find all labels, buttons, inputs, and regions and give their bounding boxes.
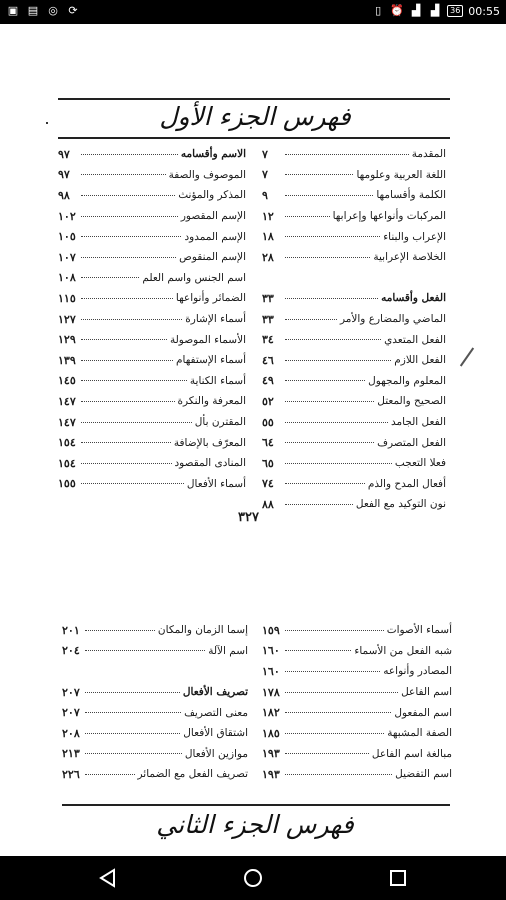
- toc-entry-title: الخلاصة الإعرابية: [373, 251, 446, 264]
- toc-leader-dots: [285, 712, 391, 713]
- toc-leader-dots: [285, 774, 392, 775]
- toc-entry-title: اسم الفاعل: [401, 686, 452, 699]
- toc-entry-title: أسماء الإشارة: [185, 313, 246, 326]
- toc-leader-dots: [81, 277, 139, 278]
- toc-entry-title: الضمائر وأنواعها: [175, 292, 246, 305]
- toc-entry-title: المعلوم والمجهول: [368, 374, 446, 387]
- toc-entry-title: الاسم وأقسامه: [180, 148, 246, 161]
- page-number: ٣٢٧: [238, 510, 259, 525]
- toc-entry-title: الفعل المتعدي: [384, 333, 446, 346]
- toc-entry-title: الصفة المشبهة: [387, 727, 452, 740]
- toc-entry-page: ٤٦: [262, 353, 274, 367]
- toc-entry[interactable]: [262, 371, 446, 392]
- back-icon: [101, 870, 114, 886]
- document-page[interactable]: [0, 24, 506, 856]
- toc-leader-dots: [81, 483, 184, 484]
- toc-leader-dots: [81, 380, 187, 381]
- home-button[interactable]: [239, 864, 267, 892]
- toc-entry[interactable]: [58, 329, 246, 350]
- toc-entry-title: اللغة العربية وعلومها: [356, 168, 446, 181]
- toc-entry-page: ٦٥: [262, 456, 274, 470]
- toc-leader-dots: [81, 236, 181, 237]
- toc-entry-page: ١٤٧: [58, 394, 76, 408]
- toc-lower-right: [262, 620, 452, 785]
- home-icon: [245, 870, 261, 886]
- toc-entry-title: اسم المفعول: [394, 706, 452, 719]
- status-bar: [0, 0, 506, 24]
- toc-entry-page: ١٠٨: [58, 271, 76, 285]
- toc-entry-page: ٧٤: [262, 477, 274, 491]
- toc-entry-title: الفعل الجامد: [390, 416, 446, 429]
- toc-entry[interactable]: [62, 723, 248, 744]
- toc-leader-dots: [285, 380, 365, 381]
- toc-entry[interactable]: [262, 412, 446, 433]
- toc-entry-page: ١٢٩: [58, 333, 76, 347]
- toc-leader-dots: [81, 216, 178, 217]
- toc-entry-title: المقترن بأل: [194, 416, 246, 429]
- toc-entry-title: المذكر والمؤنث: [178, 189, 246, 202]
- toc-entry-title: الإعراب والبناء: [383, 230, 446, 243]
- toc-entry-page: ٣٣: [262, 312, 274, 326]
- toc-entry-page: ١٣٩: [58, 353, 76, 367]
- toc-leader-dots: [85, 733, 180, 734]
- toc-entry-page: ٦٤: [262, 436, 274, 450]
- toc-leader-dots: [81, 174, 166, 175]
- toc-entry-page: ١٨٢: [262, 706, 280, 720]
- toc-spacer: [62, 661, 248, 682]
- toc-entry-title: معنى التصريف: [184, 706, 248, 719]
- toc-entry-title: أفعال المدح والذم: [367, 477, 446, 490]
- toc-entry[interactable]: [262, 432, 446, 453]
- toc-entry-page: ١٤٥: [58, 374, 76, 388]
- toc-entry-title: الإسم الممدود: [184, 230, 246, 243]
- toc-leader-dots: [85, 712, 181, 713]
- toc-entry-title: نون التوكيد مع الفعل: [355, 498, 446, 511]
- toc-entry[interactable]: [58, 206, 246, 227]
- toc-entry[interactable]: [262, 309, 446, 330]
- toc-entry-page: ١٨: [262, 230, 274, 244]
- navigation-bar: [0, 856, 506, 900]
- toc-entry-page: ١٦٠: [262, 644, 280, 658]
- toc-entry[interactable]: [58, 350, 246, 371]
- toc-entry-page: ١٨٥: [262, 726, 280, 740]
- toc-entry[interactable]: [58, 391, 246, 412]
- toc-entry-page: ٢٠١: [62, 623, 80, 637]
- toc-leader-dots: [285, 360, 391, 361]
- toc-entry-title: الكلمة وأقسامها: [376, 189, 446, 202]
- toc-entry-page: ١٥٥: [58, 477, 76, 491]
- toc-entry-title: الإسم المنقوص: [179, 251, 246, 264]
- toc-entry-title: أسماء الإستفهام: [176, 354, 246, 367]
- signal-icon: ▟: [411, 4, 421, 17]
- toc-entry[interactable]: [58, 247, 246, 268]
- heading-underline: [58, 137, 450, 139]
- toc-entry-page: ١٩٣: [262, 767, 280, 781]
- toc-leader-dots: [81, 463, 172, 464]
- toc-leader-dots: [285, 692, 398, 693]
- toc-entry-title: الإسم المقصور: [180, 210, 246, 223]
- toc-entry[interactable]: [262, 641, 452, 662]
- toc-entry-title: مبالغة اسم الفاعل: [371, 747, 452, 760]
- toc-entry[interactable]: [58, 371, 246, 392]
- toc-entry[interactable]: [58, 309, 246, 330]
- toc-entry[interactable]: [262, 185, 446, 206]
- toc-entry[interactable]: [262, 350, 446, 371]
- toc-entry-title: المعرفة والنكرة: [177, 395, 246, 408]
- toc-entry[interactable]: [58, 268, 246, 289]
- toc-entry-page: ١٦٠: [262, 664, 280, 678]
- toc-leader-dots: [81, 154, 178, 155]
- toc-entry[interactable]: [58, 412, 246, 433]
- toc-entry[interactable]: [62, 682, 248, 703]
- toc-entry[interactable]: [262, 226, 446, 247]
- recents-button[interactable]: [384, 864, 412, 892]
- toc-entry-title: الأسماء الموصولة: [169, 333, 246, 346]
- toc-entry-title: تصريف الفعل مع الضمائر: [137, 768, 248, 781]
- toc-leader-dots: [285, 319, 337, 320]
- toc-leader-dots: [85, 650, 205, 651]
- toc-entry-page: ١٩٣: [262, 747, 280, 761]
- toc-entry-page: ٢١٣: [62, 747, 80, 761]
- toc-entry-title: الفعل المتصرف: [377, 436, 446, 449]
- toc-entry[interactable]: [262, 288, 446, 309]
- toc-entry-page: ٧: [262, 168, 268, 182]
- toc-entry[interactable]: [58, 144, 246, 165]
- toc-entry-title: شبه الفعل من الأسماء: [354, 644, 452, 657]
- toc-entry-page: ٢٨: [262, 250, 274, 264]
- toc-leader-dots: [85, 692, 180, 693]
- toc-entry-page: ١١٥: [58, 291, 76, 305]
- alarm-icon: ⏰: [390, 4, 404, 17]
- toc-entry[interactable]: [62, 620, 248, 641]
- toc-entry-title: الموصوف والصفة: [168, 168, 246, 181]
- toc-entry-page: ٧: [262, 147, 268, 161]
- battery-icon: [447, 5, 463, 17]
- top-heading: فهرس الجزء الأول: [159, 102, 351, 131]
- toc-entry-page: ٢٠٧: [62, 706, 80, 720]
- toc-entry-page: ٥٢: [262, 394, 274, 408]
- toc-entry[interactable]: [62, 702, 248, 723]
- toc-entry-page: ٩٨: [58, 188, 70, 202]
- photo-icon: ▤: [27, 4, 39, 17]
- toc-entry-page: ١٢٧: [58, 312, 76, 326]
- toc-entry[interactable]: [58, 432, 246, 453]
- toc-entry-page: ١٠٢: [58, 209, 76, 223]
- toc-entry[interactable]: [262, 144, 446, 165]
- toc-entry[interactable]: [58, 165, 246, 186]
- toc-entry[interactable]: [62, 744, 248, 765]
- toc-entry-page: ١٢: [262, 209, 274, 223]
- toc-entry-title: أسماء الكناية: [189, 374, 246, 387]
- toc-entry[interactable]: [262, 620, 452, 641]
- margin-swash: [460, 347, 474, 366]
- toc-leader-dots: [85, 774, 135, 775]
- toc-entry[interactable]: [262, 764, 452, 785]
- toc-leader-dots: [285, 174, 353, 175]
- toc-leader-dots: [285, 650, 351, 651]
- signal-icon: ▟: [430, 4, 440, 17]
- toc-lower-left: [62, 620, 248, 785]
- toc-leader-dots: [285, 154, 409, 155]
- toc-entry-title: اشتقاق الأفعال: [183, 727, 248, 740]
- sync-icon: ⟳: [68, 4, 78, 17]
- toc-entry-page: ٤٩: [262, 374, 274, 388]
- toc-leader-dots: [81, 339, 167, 340]
- toc-entry[interactable]: [62, 764, 248, 785]
- toc-entry-title: أسماء الأصوات: [386, 624, 452, 637]
- hotspot-icon: ◎: [48, 4, 58, 17]
- toc-leader-dots: [81, 298, 173, 299]
- toc-entry-page: ٢٠٧: [62, 685, 80, 699]
- toc-entry[interactable]: [262, 247, 446, 268]
- toc-entry-page: ٢٢٦: [62, 767, 80, 781]
- toc-leader-dots: [81, 257, 176, 258]
- toc-entry-page: ٥٥: [262, 415, 274, 429]
- toc-entry-page: ٣٣: [262, 291, 274, 305]
- clock: 00:55: [468, 4, 500, 18]
- toc-leader-dots: [81, 360, 173, 361]
- toc-leader-dots: [85, 753, 182, 754]
- toc-leader-dots: [285, 339, 381, 340]
- toc-entry-title: موازين الأفعال: [184, 747, 248, 760]
- toc-entry[interactable]: [262, 702, 452, 723]
- toc-entry-title: الصحيح والمعتل: [377, 395, 446, 408]
- toc-entry-page: ١٥٤: [58, 456, 76, 470]
- toc-entry[interactable]: [262, 206, 446, 227]
- toc-leader-dots: [285, 504, 353, 505]
- toc-entry-page: ١٥٩: [262, 623, 280, 637]
- toc-entry[interactable]: [58, 226, 246, 247]
- toc-entry-title: فعلا التعجب: [394, 457, 446, 470]
- gallery-icon: ▣: [7, 4, 19, 17]
- toc-entry[interactable]: [58, 453, 246, 474]
- toc-entry-title: اسم الآلة: [208, 644, 248, 657]
- toc-leader-dots: [285, 216, 330, 217]
- top-rule: [58, 98, 450, 100]
- toc-entry[interactable]: [58, 474, 246, 495]
- toc-spacer: [262, 268, 446, 289]
- toc-entry-title: اسم التفضيل: [395, 768, 452, 781]
- toc-leader-dots: [81, 422, 192, 423]
- toc-entry-page: ٢٠٤: [62, 644, 80, 658]
- toc-entry-title: اسم الجنس واسم العلم: [142, 271, 246, 284]
- margin-mark: [46, 122, 48, 124]
- back-button[interactable]: [94, 864, 122, 892]
- toc-leader-dots: [285, 630, 384, 631]
- toc-entry-page: ٣٤: [262, 333, 274, 347]
- vibrate-icon: ▯: [375, 4, 382, 17]
- toc-leader-dots: [285, 422, 388, 423]
- toc-upper-right: [262, 144, 446, 515]
- toc-entry-title: تصريف الأفعال: [182, 686, 248, 699]
- toc-leader-dots: [81, 319, 182, 320]
- toc-entry-title: المصادر وأنواعه: [383, 665, 452, 678]
- toc-entry[interactable]: [262, 661, 452, 682]
- toc-entry-title: المنادى المقصود: [174, 457, 246, 470]
- toc-entry-title: المقدمة: [411, 148, 446, 161]
- toc-leader-dots: [285, 298, 378, 299]
- toc-leader-dots: [285, 483, 365, 484]
- toc-leader-dots: [81, 195, 175, 196]
- battery-level: 36: [450, 6, 461, 15]
- toc-leader-dots: [85, 630, 155, 631]
- toc-leader-dots: [285, 401, 374, 402]
- toc-entry-title: الفعل وأقسامه: [381, 292, 446, 305]
- toc-entry-title: المعرّف بالإضافة: [173, 436, 246, 449]
- toc-entry[interactable]: [262, 682, 452, 703]
- toc-entry[interactable]: [58, 288, 246, 309]
- toc-leader-dots: [285, 442, 374, 443]
- toc-entry-title: أسماء الأفعال: [186, 477, 246, 490]
- toc-entry[interactable]: [262, 474, 446, 495]
- toc-leader-dots: [285, 671, 380, 672]
- toc-leader-dots: [285, 753, 369, 754]
- toc-leader-dots: [285, 257, 370, 258]
- toc-entry[interactable]: [262, 744, 452, 765]
- toc-leader-dots: [285, 236, 380, 237]
- toc-entry-page: ٢٠٨: [62, 726, 80, 740]
- toc-entry-title: المركبات وأنواعها وإعرابها: [332, 210, 446, 223]
- toc-entry-page: ١٠٧: [58, 250, 76, 264]
- toc-entry-page: ٩٧: [58, 147, 70, 161]
- toc-leader-dots: [285, 195, 373, 196]
- toc-leader-dots: [81, 401, 175, 402]
- recents-icon: [391, 871, 405, 885]
- toc-entry[interactable]: [262, 453, 446, 474]
- toc-entry[interactable]: [62, 641, 248, 662]
- toc-leader-dots: [285, 733, 384, 734]
- toc-entry-page: ١٠٥: [58, 230, 76, 244]
- toc-entry[interactable]: [58, 185, 246, 206]
- toc-upper-left: [58, 144, 246, 494]
- toc-entry[interactable]: [262, 723, 452, 744]
- toc-leader-dots: [285, 463, 392, 464]
- toc-entry-page: ٩٧: [58, 168, 70, 182]
- toc-entry-page: ١٤٧: [58, 415, 76, 429]
- toc-entry-title: إسما الزمان والمكان: [157, 624, 248, 637]
- toc-entry-page: ٨٨: [262, 497, 274, 511]
- toc-entry-title: الماضي والمضارع والأمر: [339, 313, 446, 326]
- bottom-rule: [62, 804, 450, 806]
- toc-entry-page: ٩: [262, 188, 268, 202]
- toc-entry-page: ١٥٤: [58, 436, 76, 450]
- toc-entry-page: ١٧٨: [262, 685, 280, 699]
- bottom-heading: فهرس الجزء الثاني: [156, 810, 354, 839]
- toc-leader-dots: [81, 442, 171, 443]
- toc-entry[interactable]: [262, 329, 446, 350]
- toc-entry[interactable]: [262, 165, 446, 186]
- toc-entry[interactable]: [262, 494, 446, 515]
- toc-entry-title: الفعل اللازم: [394, 354, 446, 367]
- toc-entry[interactable]: [262, 391, 446, 412]
